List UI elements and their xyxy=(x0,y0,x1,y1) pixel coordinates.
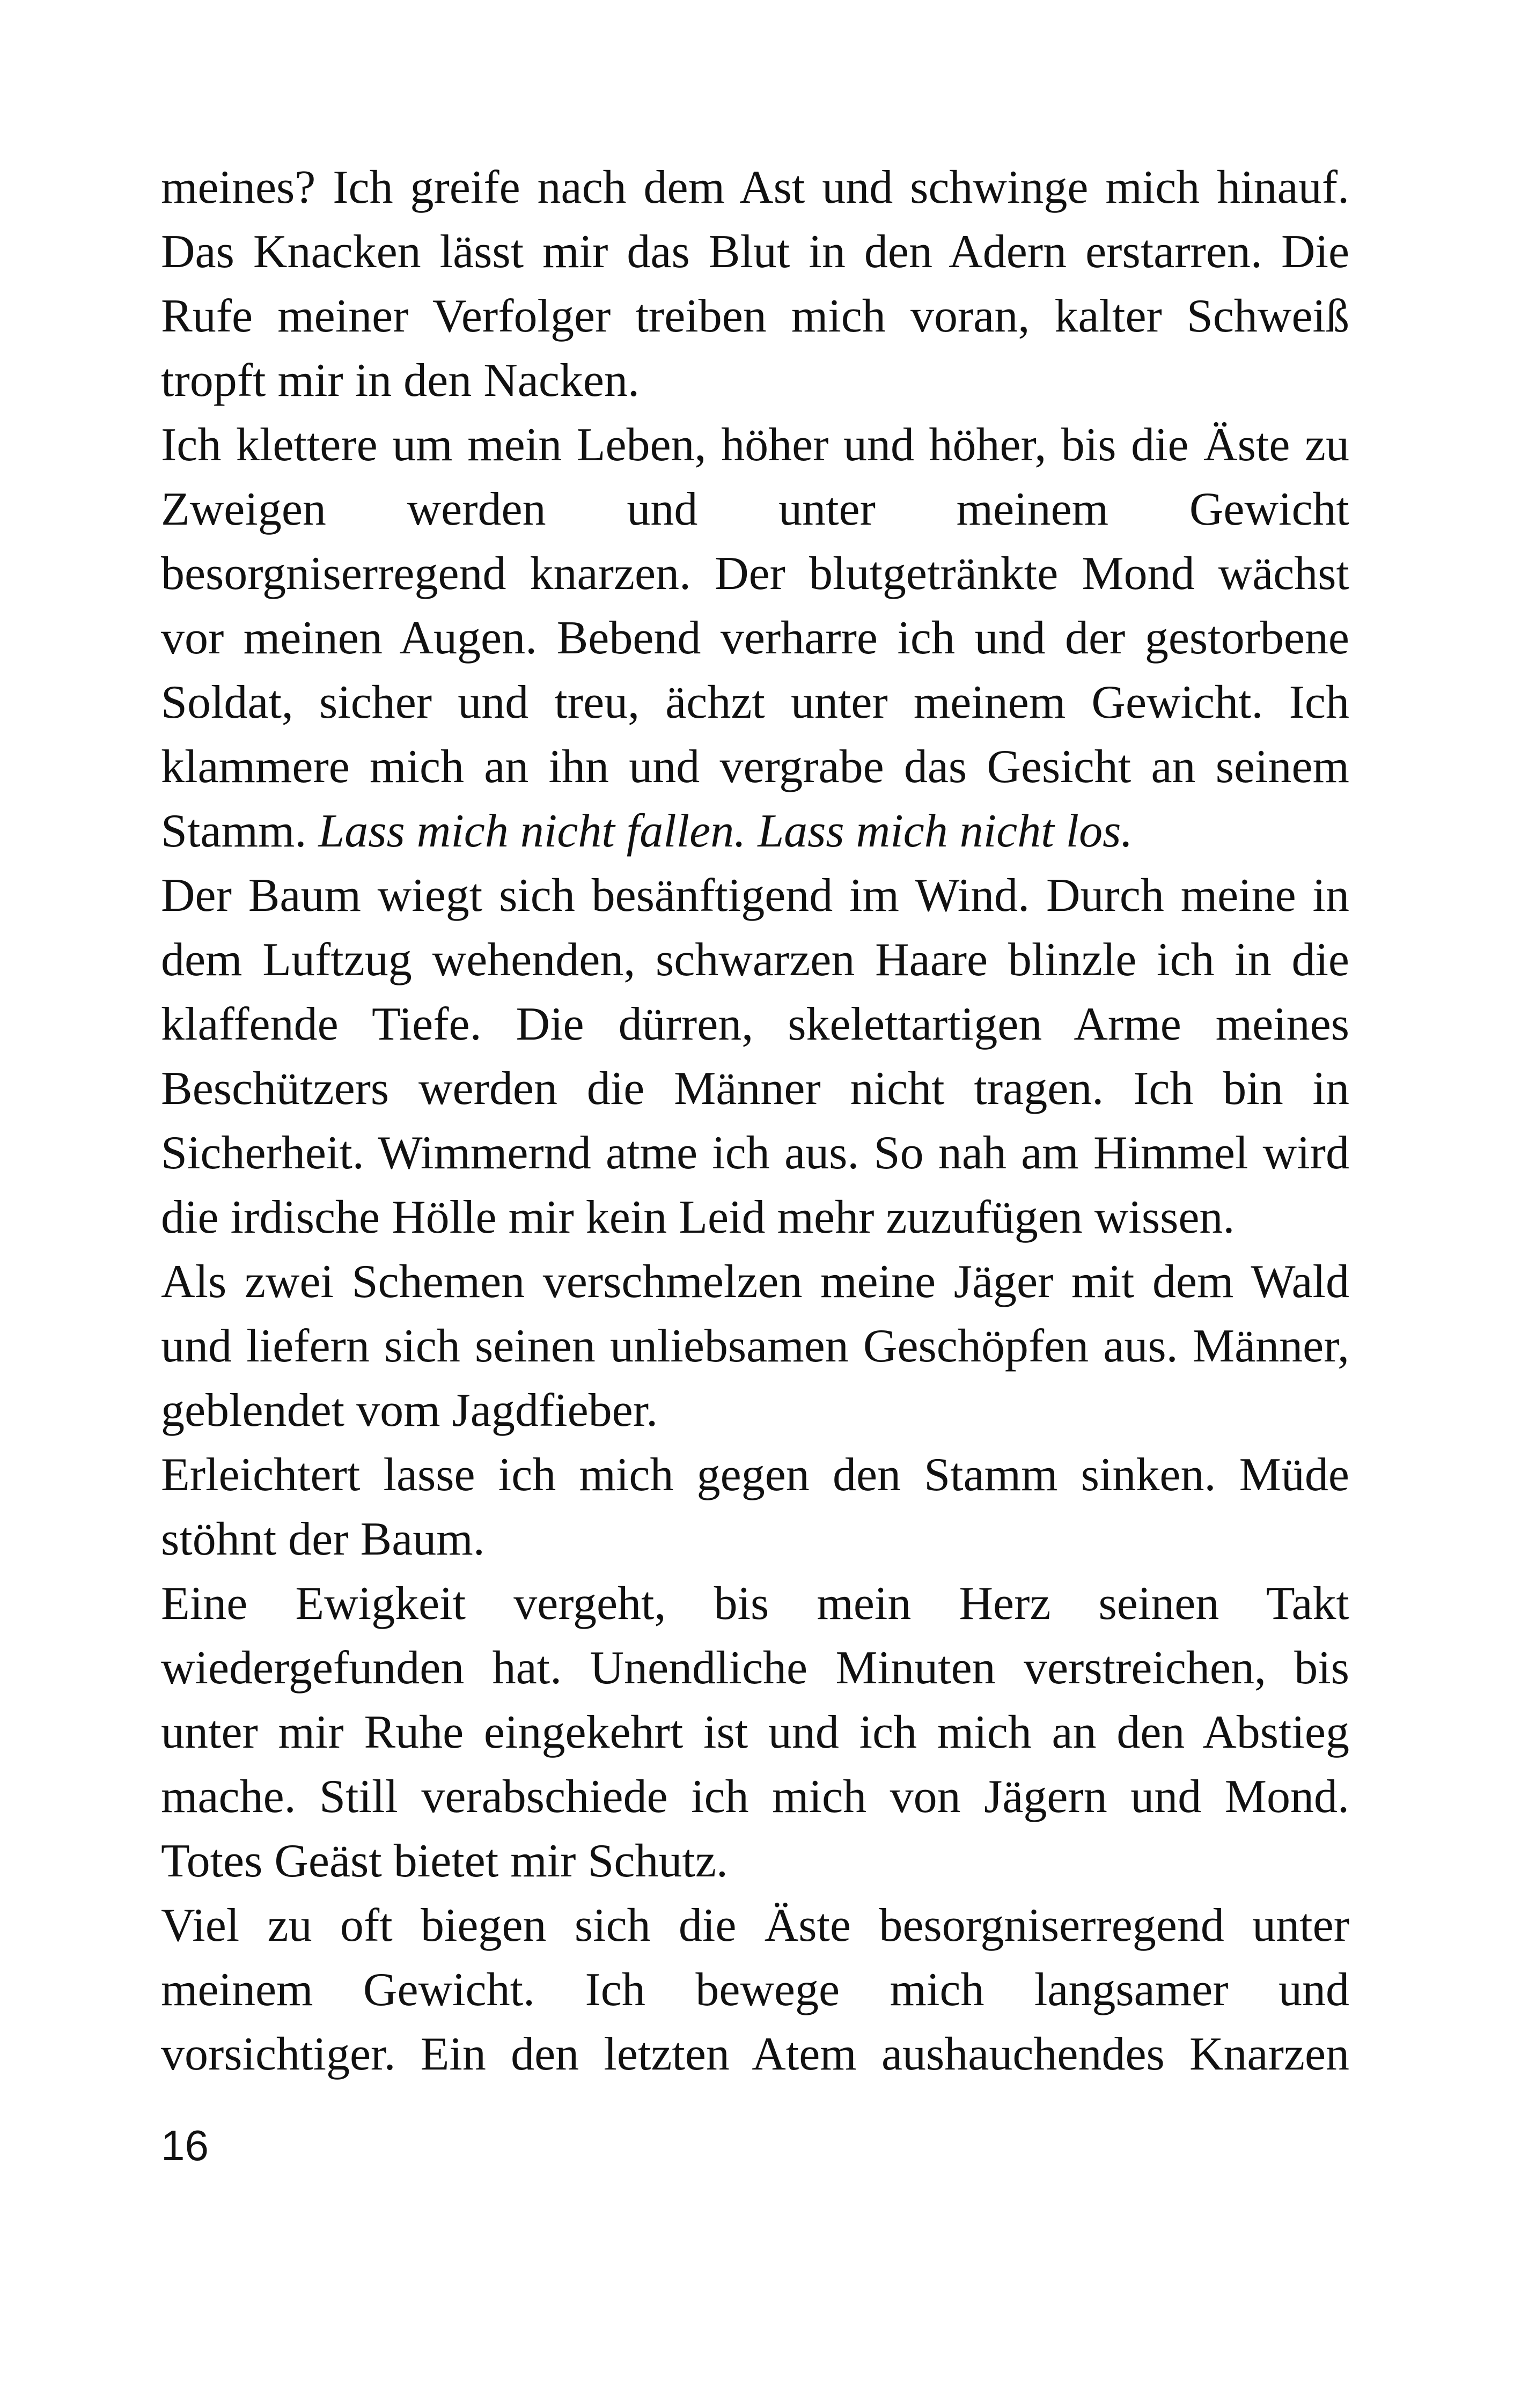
body-text xyxy=(161,156,1349,2087)
paragraph-3: Der Baum wiegt sich besänftigend im Wind. Durch meine in dem Luftzug wehenden, schwarzen Haare blinzle ich in die klaffende Tiefe. Die dürren, skelettartigen Arme meines Beschützers werden die Männer nicht tragen. Ich bin in Sicherheit. Wimmernd atme ich aus. So nah am Himmel wird die irdische Hölle mir kein Leid mehr zuzufügen wissen. xyxy=(161,870,1349,1243)
paragraph-2-italic-text: Lass mich nicht fallen. Lass mich nicht los. xyxy=(318,805,1133,857)
paragraph-6: Eine Ewigkeit vergeht, bis mein Herz seinen Takt wiedergefunden hat. Unendliche Minuten verstreichen, bis unter mir Ruhe eingekehrt ist und ich mich an den Abstieg mache. Still verabschiede ich mich von Jägern und Mond. Totes Geäst bietet mir Schutz. xyxy=(161,1578,1349,1887)
paragraph-4: Als zwei Schemen verschmelzen meine Jäger mit dem Wald und liefern sich seinen unliebsamen Geschöpfen aus. Männer, geblendet vom Jagdfieber. xyxy=(161,1256,1349,1437)
paragraph-1: meines? Ich greife nach dem Ast und schwinge mich hinauf. Das Knacken lässt mir das Blut in den Adern erstarren. Die Rufe meiner Verfolger treiben mich voran, kalter Schweiß tropft mir in den Nacken. xyxy=(161,161,1349,407)
paragraph-7: Viel zu oft biegen sich die Äste besorgniserregend unter meinem Gewicht. Ich bewege mich langsamer und vorsichtiger. Ein den letzten Atem aushauchendes Knarzen xyxy=(161,1899,1349,2080)
page-number: 16 xyxy=(161,2122,209,2169)
paragraph-2 xyxy=(161,413,1349,864)
paragraph-5: Erleichtert lasse ich mich gegen den Stamm sinken. Müde stöhnt der Baum. xyxy=(161,1449,1349,1565)
paragraph-2-text: Ich klettere um mein Leben, höher und höher, bis die Äste zu Zweigen werden und unter meinem Gewicht besorgniserregend knarzen. Der blutgetränkte Mond wächst vor meinen Augen. Bebend verharre ich und der gestorbene Soldat, sicher und treu, ächzt unter meinem Gewicht. Ich klammere mich an ihn und vergrabe das Gesicht an seinem Stamm. xyxy=(161,419,1349,857)
